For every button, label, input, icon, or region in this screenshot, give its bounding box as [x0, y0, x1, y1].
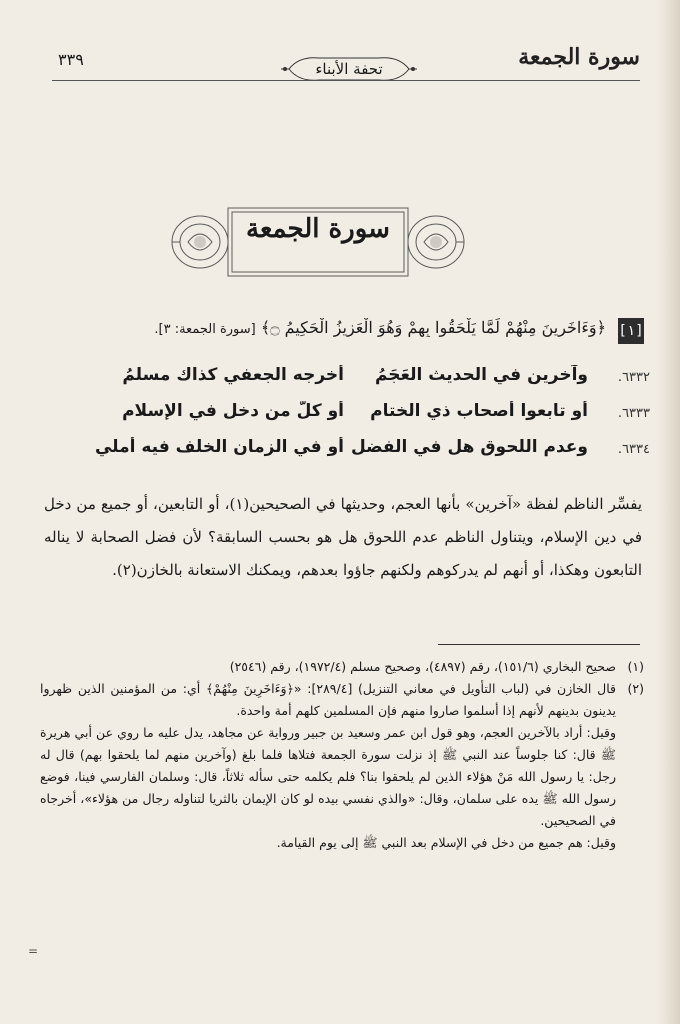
footnote-text: وقيل: هم جميع من دخل في الإسلام بعد النبي ﷺ إلى يوم القيامة.: [276, 835, 616, 850]
poem-first-hemistich: أو تابعوا أصحاب ذي الختام: [370, 401, 588, 421]
footnotes: [40, 656, 644, 854]
book-title: تحفة الأبناء: [315, 60, 383, 78]
poem-line: [40, 434, 650, 470]
poem-line: [40, 398, 650, 434]
footnote-number: (٢): [627, 681, 644, 696]
margin-mark: =: [28, 944, 39, 958]
surah-title: سورة الجمعة: [246, 214, 390, 244]
running-header: [58, 44, 640, 88]
footnote-text: قال الخازن في (لباب التأويل في معاني التنزيل) [٢٨٩/٤]: «﴿وَءَاخَرِينَ مِنْهُمْ﴾ أي: من المؤمنين الذين ظهروا يدينون بدينهم لأنهم إذا أسلموا صاروا منهم فإن المسلمين كلهم أمة واحدة.: [40, 681, 616, 718]
footnote-divider: [438, 644, 640, 645]
poem-second-hemistich: أخرجه الجعفي كذاك مسلمُ: [122, 365, 344, 385]
footnote: [40, 678, 644, 854]
poem-line: [40, 362, 650, 398]
quran-verse: [44, 318, 606, 337]
poem-second-hemistich: أو في الزمان الخلف فيه أُملي: [94, 437, 344, 457]
verse-number-badge: [١]: [618, 318, 644, 344]
poem-first-hemistich: وعدم اللحوق هل في الفضل: [350, 437, 588, 457]
footnote: [40, 656, 644, 678]
surah-title-banner: [168, 198, 468, 286]
poem-second-hemistich: أو كلُّ من دخل في الإسلام: [122, 401, 344, 421]
poem-first-hemistich: وآخرين في الحديث العَجَمُ: [374, 365, 588, 385]
commentary-paragraph: يفسِّر الناظم لفظة «آخرين» بأنها العجم، وحديثها في الصحيحين(١)، أو التابعين، أو جميع من دخل في دين الإسلام، ويتناول الناظم عدم اللحوق هل هو بحسب السابقة؟ لأن فضل الصحابة لا يناله التابعون وهكذا، أو أنهم لم يدركوهم ولكنهم جاؤوا بعدهم، ويمكنك الاستعانة بالخازن(٢).: [44, 495, 643, 579]
poem-line-number: ٦٣٣٢.: [617, 370, 650, 385]
footnote-text: صحيح البخاري (١٥١/٦)، رقم (٤٨٩٧)، وصحيح مسلم (١٩٧٢/٤)، رقم (٢٥٤٦): [229, 659, 616, 674]
header-surah-name: سورة الجمعة: [518, 44, 640, 70]
poem-block: [40, 362, 650, 470]
page-number: ٣٣٩: [58, 50, 84, 69]
poem-line-number: ٦٣٣٣.: [617, 406, 650, 421]
page-binding-shadow: [658, 0, 680, 1024]
footnote-text: وقيل: أراد بالآخرين العجم، وهو قول ابن عمر وسعيد بن جبير ورواية عن مجاهد، يدل عليه ما روي عن أبي هريرة ﷺ قال: كنا جلوساً عند النبي ﷺ إذ نزلت سورة الجمعة فتلاها فلما بلغ (وآخرين منهم لما يلحقوا بهم) قال له رجل: يا رسول الله مَنْ هؤلاء الذين لم يلحقوا بنا؟ فلم يكلمه حتى سأله ثلاثاً، قال: وسلمان الفارسي فينا، فوضع رسول الله ﷺ يده على سلمان، وقال: «والذي نفسي بيده لو كان الإيمان بالثريا لتناوله رجال من هؤلاء»، أخرجاه في الصحيحين.: [40, 725, 616, 828]
verse-reference: [سورة الجمعة: ٣].: [154, 322, 256, 337]
poem-line-number: ٦٣٣٤.: [617, 442, 650, 457]
verse-text: ﴿وَءَاخَرِينَ مِنْهُمْ لَمَّا يَلْحَقُوا بِهِمْ وَهُوَ الْعَزِيزُ الْحَكِيمُ ۝﴾: [260, 318, 606, 337]
header-divider: [52, 80, 640, 81]
footnote-number: (١): [627, 659, 644, 674]
